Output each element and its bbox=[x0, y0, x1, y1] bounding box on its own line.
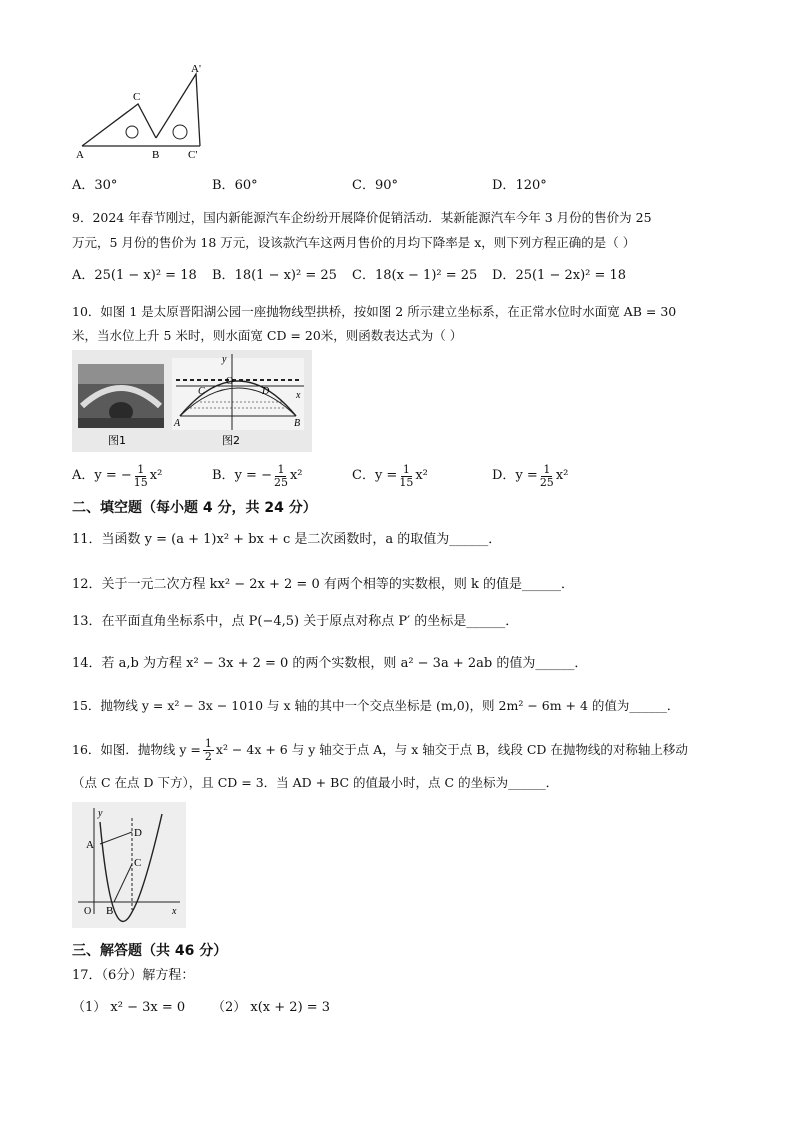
q8-label-A-prime: A' bbox=[191, 63, 201, 75]
q9-stem-line2: 万元，5 月份的售价为 18 万元，设该款汽车这两月售价的月均下降率是 x，则下列方程正确的是（ ） bbox=[72, 235, 636, 250]
q9-option-c: C．18(x − 1)² = 25 bbox=[352, 268, 478, 283]
q11-text: 11．当函数 y = (a + 1)x² + bx + c 是二次函数时，a 的取值为______． bbox=[72, 532, 502, 547]
q17-part2: （2） x(x + 2) = 3 bbox=[212, 1000, 331, 1015]
q10-option-c: C． y = $\frac{1}{15}$ x² bbox=[352, 462, 428, 489]
q16-stem-line1: 16．如图．抛物线 y = $\frac{1}{2}$ x² − 4x + 6 与 y 轴交于点 A，与 x 轴交于点 B，线段 CD 在抛物线的对称轴上移动 bbox=[72, 736, 688, 763]
q15-text: 15．抛物线 y = x² − 3x − 1010 与 x 轴的其中一个交点坐标是 (m,0)，则 2m² − 6m + 4 的值为______． bbox=[72, 698, 680, 713]
q9-option-b: B．18(1 − x)² = 25 bbox=[212, 268, 337, 283]
q16-label-x: x bbox=[172, 906, 177, 917]
q9-stem-line1: 9．2024 年春节刚过，国内新能源汽车企纷纷开展降价促销活动．某新能源汽车今年 3 月份的售价为 25 bbox=[72, 210, 652, 225]
q10-option-d: D． y = $\frac{1}{25}$ x² bbox=[492, 462, 569, 489]
q10-caption-fig1: 图1 bbox=[108, 434, 126, 447]
q10-label-B: B bbox=[294, 418, 301, 429]
q8-label-C-prime: C' bbox=[188, 149, 198, 161]
q14-text: 14．若 a,b 为方程 x² − 3x + 2 = 0 的两个实数根，则 a² − 3a + 2ab 的值为______． bbox=[72, 656, 588, 671]
q16-label-A: A bbox=[86, 839, 94, 851]
q17-title: 17．（6分）解方程： bbox=[72, 968, 195, 983]
q16-label-D: D bbox=[134, 827, 142, 839]
q17-part1: （1） x² − 3x = 0 bbox=[72, 1000, 186, 1015]
q16-stem-line2: （点 C 在点 D 下方），且 CD = 3．当 AD + BC 的值最小时，点 C 的坐标为______． bbox=[72, 775, 559, 790]
q8-option-c: C．90° bbox=[352, 178, 398, 193]
q10-label-A: A bbox=[174, 418, 181, 429]
q16-label-O: O bbox=[84, 906, 92, 917]
q8-label-B: B bbox=[152, 149, 160, 161]
q9-option-a: A．25(1 − x)² = 18 bbox=[72, 268, 197, 283]
q16-label-y: y bbox=[98, 808, 103, 819]
q9-option-d: D．25(1 − 2x)² = 18 bbox=[492, 268, 627, 283]
q10-label-O: O bbox=[226, 376, 234, 387]
section-3-heading: 三、解答题（共 46 分） bbox=[72, 943, 228, 959]
q8-option-b: B．60° bbox=[212, 178, 258, 193]
section-2-heading: 二、填空题（每小题 4 分，共 24 分） bbox=[72, 500, 317, 516]
q13-text: 13．在平面直角坐标系中，点 P(−4,5) 关于原点对称点 P′ 的坐标是______． bbox=[72, 614, 519, 629]
q10-stem-line1: 10．如图 1 是太原晋阳湖公园一座抛物线型拱桥，按如图 2 所示建立坐标系，在正常水位时水面宽 AB = 30 bbox=[72, 304, 677, 319]
q8-label-C: C bbox=[133, 91, 141, 103]
q10-label-C: C bbox=[198, 386, 205, 397]
q16-parabola-figure bbox=[72, 802, 186, 928]
q16-label-B: B bbox=[106, 905, 114, 917]
q12-text: 12．关于一元二次方程 kx² − 2x + 2 = 0 有两个相等的实数根，则 k 的值是______． bbox=[72, 577, 574, 592]
q8-option-d: D．120° bbox=[492, 178, 547, 193]
q8-option-a: A．30° bbox=[72, 178, 118, 193]
q16-label-C: C bbox=[134, 857, 142, 869]
q10-bridge-figures bbox=[72, 350, 312, 452]
q10-label-x: x bbox=[296, 390, 301, 401]
q10-label-y: y bbox=[222, 354, 227, 365]
q10-caption-fig2: 图2 bbox=[222, 434, 240, 447]
q10-option-b: B． y = − $\frac{1}{25}$ x² bbox=[212, 462, 303, 489]
q10-label-D: D bbox=[262, 386, 270, 397]
q10-stem-line2: 米，当水位上升 5 米时，则水面宽 CD = 20米，则函数表达式为（ ） bbox=[72, 328, 463, 343]
q10-option-a: A． y = − $\frac{1}{15}$ x² bbox=[72, 462, 163, 489]
q8-triangle-figure bbox=[70, 62, 220, 162]
q8-label-A: A bbox=[76, 149, 84, 161]
